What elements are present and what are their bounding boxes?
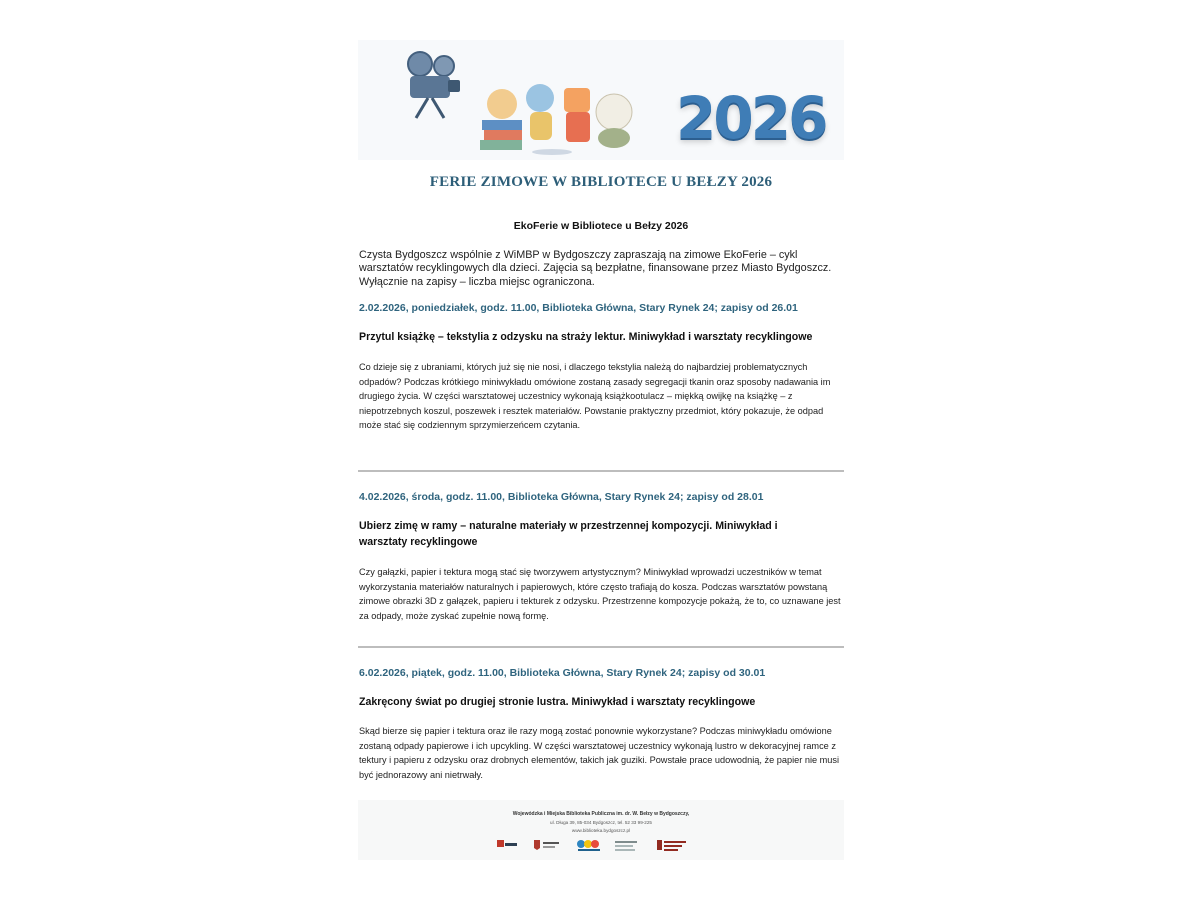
- header-banner: [358, 40, 844, 160]
- samorzad-logo: [614, 838, 640, 852]
- bydgoszcz-logo: [576, 838, 602, 852]
- event-title: Ubierz zimę w ramy – naturalne materiały w przestrzennej kompozycji. Miniwykład i warsztaty recyklingowe: [359, 520, 778, 548]
- wojewodztwo-kujawsko-pomorskie-logo: [532, 838, 562, 852]
- poster-title: FERIE ZIMOWE W BIBLIOTECE U BEŁZY 2026: [429, 174, 773, 190]
- event-date: 6.02.2026, piątek, godz. 11.00, Biblioteka Główna, Stary Rynek 24; zapisy od 30.01: [359, 667, 766, 679]
- poster-subtitle: EkoFerie w Bibliotece u Bełzy 2026: [513, 220, 689, 232]
- year-label: 2026: [676, 84, 826, 152]
- footer-address: ul. Długa 39, 85-034 Bydgoszcz, tel. 52 33 99-225: [550, 820, 652, 825]
- intro-paragraph: Czysta Bydgoszcz wspólnie z WiMBP w Bydgoszczy zapraszają na zimowe EkoFerie – cykl warsztatów recyklingowych dla dzieci. Zajęcia są bezpłatne, finansowane przez Miasto Bydgoszcz. Wyłącznie na zapisy – liczba miejsc ograniczona.: [359, 249, 832, 288]
- event-date: 2.02.2026, poniedziałek, godz. 11.00, Biblioteka Główna, Stary Rynek 24; zapisy od 26.01: [359, 302, 798, 314]
- event-title: Zakręcony świat po drugiej stronie lustra. Miniwykład i warsztaty recyklingowe: [359, 696, 756, 708]
- divider: [358, 646, 844, 648]
- footer-institution: Wojewódzka i Miejska Biblioteka Publiczna im. dr. W. Bełzy w Bydgoszczy,: [512, 811, 690, 817]
- film-projector-icon: [398, 50, 464, 120]
- kultura-dostepna-logo: [496, 838, 520, 852]
- wimbp-logo: [656, 838, 690, 852]
- event-title: Przytul książkę – tekstylia z odzysku na straży lektur. Miniwykład i warsztaty recyklingowe: [359, 331, 813, 343]
- footer-website[interactable]: www.biblioteka.bydgoszcz.pl: [571, 828, 631, 833]
- divider: [358, 470, 844, 472]
- sponsor-logos: [496, 838, 696, 856]
- eco-figures-illustration: [462, 58, 642, 158]
- event-description: Skąd bierze się papier i tektura oraz ile razy mogą zostać ponownie wykorzystane? Podczas miniwykładu omówione zostaną odpady papierowe i ich upcykling. W części warsztatowej uczestnicy wykonają lustro w dekoracyjnej ramce z tektury i papieru z odzysku oraz drobnych elementów, takich jak guziki. Powstałe prace udowodnią, że papier nie musi być jednorazowy ani nietrwały.: [359, 726, 840, 780]
- footer: [358, 800, 844, 860]
- event-description: Co dzieje się z ubraniami, których już się nie nosi, i dlaczego tekstylia należą do najbardziej problematycznych odpadów? Podczas krótkiego miniwykładu omówione zostaną zasady segregacji tkanin oraz sposoby nadawania im drugiego życia. W części warsztatowej uczestnicy wykonają książkootulacz – miękką owijkę na książkę – z niepotrzebnych koszul, poszewek i resztek materiałów. Powstanie praktyczny przedmiot, który pokazuje, że odpad może stać się codziennym sprzymierzeńcem czytania.: [359, 362, 831, 431]
- event-description: Czy gałązki, papier i tektura mogą stać się tworzywem artystycznym? Miniwykład wprowadzi uczestników w temat wykorzystania materiałów naturalnych i papierowych, które często trafiają do kosza. Podczas warsztatów powstaną zimowe obrazki 3D z gałązek, papieru i tekturek z odzysku. Przestrzenne kompozycje pokażą, że to, co uznawane jest za odpady, może zyskać zupełnie nową formę.: [359, 567, 841, 621]
- event-date: 4.02.2026, środa, godz. 11.00, Biblioteka Główna, Stary Rynek 24; zapisy od 28.01: [359, 491, 764, 503]
- poster-page: [358, 40, 844, 833]
